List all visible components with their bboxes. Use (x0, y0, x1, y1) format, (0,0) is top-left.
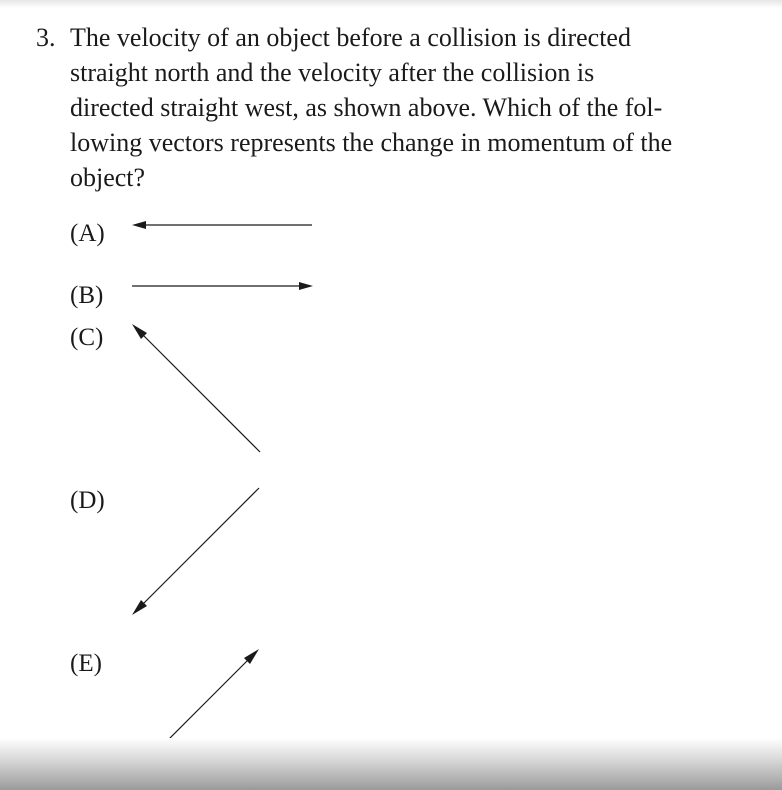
choice-a-label[interactable]: (A) (70, 220, 105, 247)
choice-b-vector (132, 282, 313, 290)
choice-c-vector (132, 324, 260, 452)
choice-b-label[interactable]: (B) (70, 282, 104, 309)
question-line-4: lowing vectors represents the change in momentum of the (70, 128, 673, 157)
choice-d-label[interactable]: (D) (70, 487, 105, 514)
question-line-3: directed straight west, as shown above. Which of the fol- (70, 93, 663, 122)
question-line-5: object? (70, 163, 146, 192)
choice-d-vector (132, 488, 259, 615)
question-line-1: The velocity of an object before a collision is directed (70, 23, 631, 52)
choice-c-label[interactable]: (C) (70, 324, 104, 351)
choice-a-vector (132, 221, 312, 229)
question-number: 3. (36, 23, 56, 52)
choice-e-label[interactable]: (E) (70, 650, 102, 677)
question-line-2: straight north and the velocity after the collision is (70, 58, 595, 87)
bottom-shadow-bar (0, 738, 782, 790)
